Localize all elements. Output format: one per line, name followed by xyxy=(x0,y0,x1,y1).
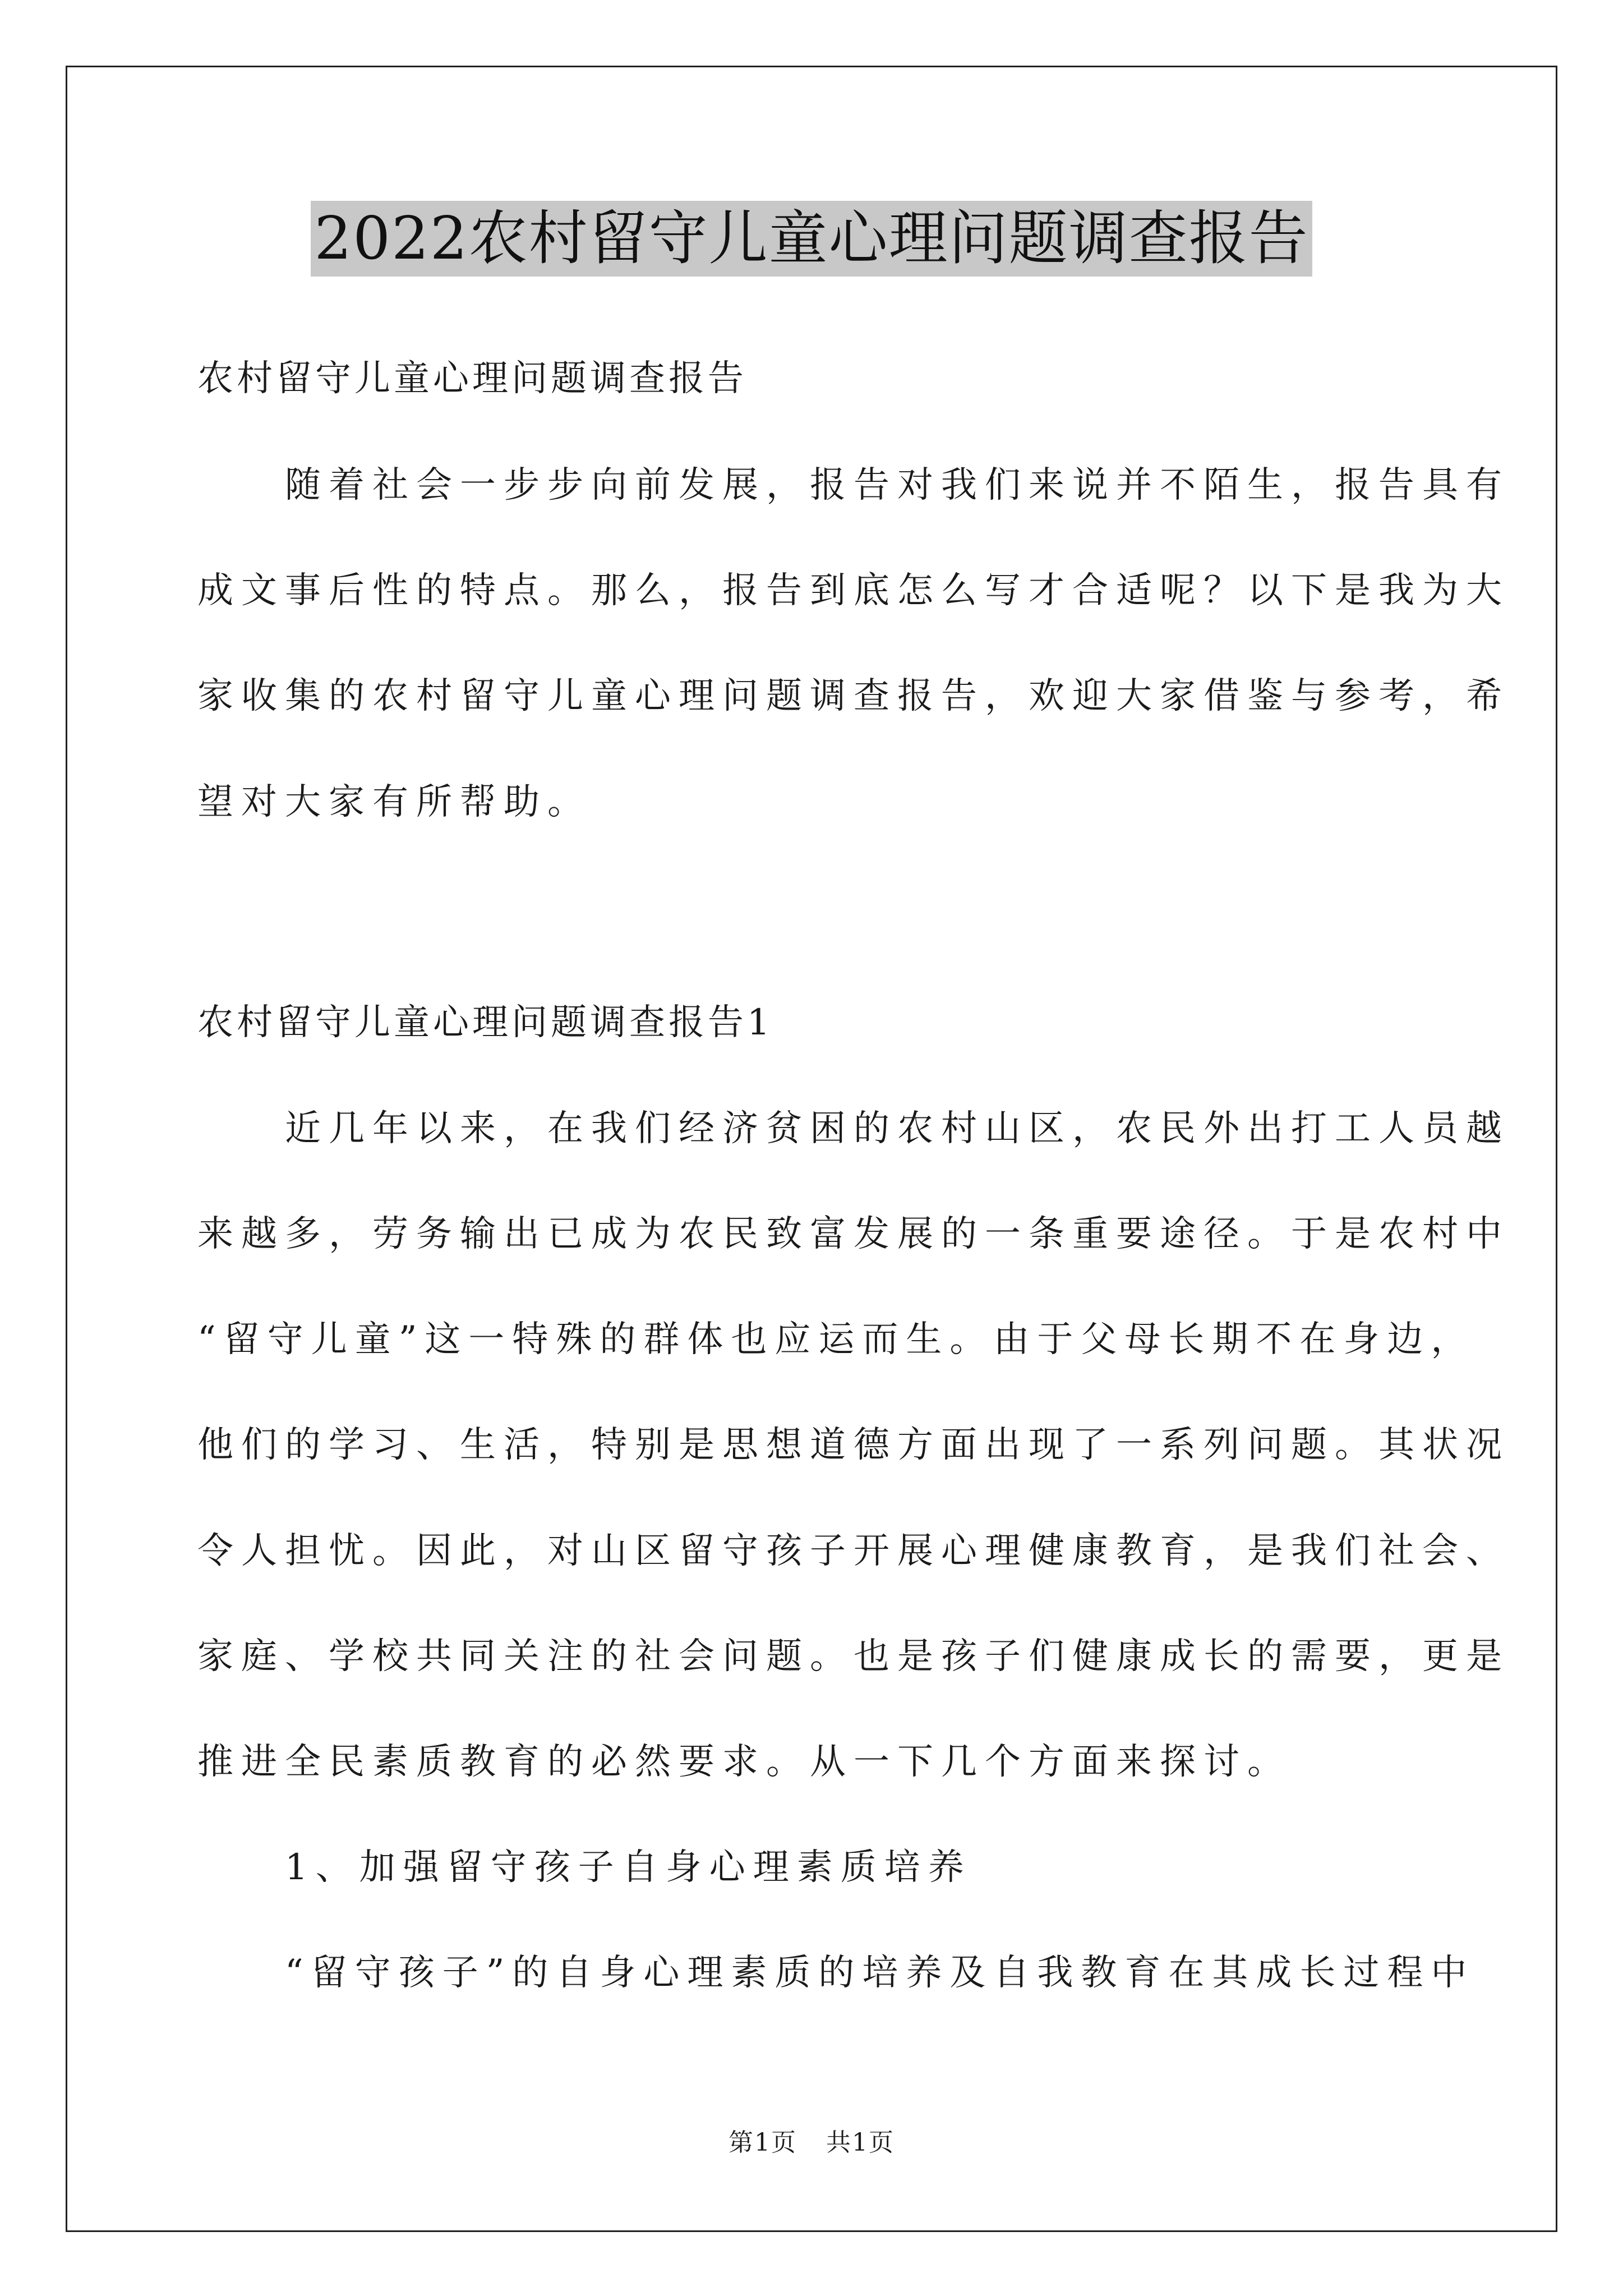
page-number: 第1页 xyxy=(728,2128,797,2157)
document-title: 2022农村留守儿童心理问题调查报告 xyxy=(311,201,1312,277)
page-total: 共1页 xyxy=(826,2128,895,2157)
paragraph-line: 近几年以来，在我们经济贫困的农村山区，农民外出打工人员越 xyxy=(197,1108,1510,1149)
title-container xyxy=(0,201,1623,277)
paragraph-line: 随着社会一步步向前发展，报告对我们来说并不陌生，报告具有 xyxy=(197,464,1510,506)
list-item-heading: 1、加强留守孩子自身心理素质培养 xyxy=(197,1847,972,1888)
paragraph-line: “留守孩子”的自身心理素质的培养及自我教育在其成长过程中 xyxy=(197,1952,1475,1994)
paragraph-line: 家庭、学校共同关注的社会问题。也是孩子们健康成长的需要，更是 xyxy=(197,1636,1510,1677)
paragraph-line: 成文事后性的特点。那么，报告到底怎么写才合适呢？以下是我为大 xyxy=(197,570,1510,611)
subtitle-line: 农村留守儿童心理问题调查报告 xyxy=(197,358,747,399)
paragraph-line: 他们的学习、生活，特别是思想道德方面出现了一系列问题。其状况 xyxy=(197,1424,1510,1466)
paragraph-line: “留守儿童”这一特殊的群体也应运而生。由于父母长期不在身边， xyxy=(197,1319,1475,1360)
section-heading: 农村留守儿童心理问题调查报告1 xyxy=(197,1002,773,1043)
paragraph-line: 来越多，劳务输出已成为农民致富发展的一条重要途径。于是农村中 xyxy=(197,1213,1510,1255)
page-footer xyxy=(0,2126,1623,2160)
paragraph-line: 令人担忧。因此，对山区留守孩子开展心理健康教育，是我们社会、 xyxy=(197,1530,1510,1572)
paragraph-line: 推进全民素质教育的必然要求。从一下几个方面来探讨。 xyxy=(197,1741,1291,1783)
paragraph-line: 家收集的农村留守儿童心理问题调查报告，欢迎大家借鉴与参考，希 xyxy=(197,675,1510,717)
paragraph-line: 望对大家有所帮助。 xyxy=(197,781,591,823)
